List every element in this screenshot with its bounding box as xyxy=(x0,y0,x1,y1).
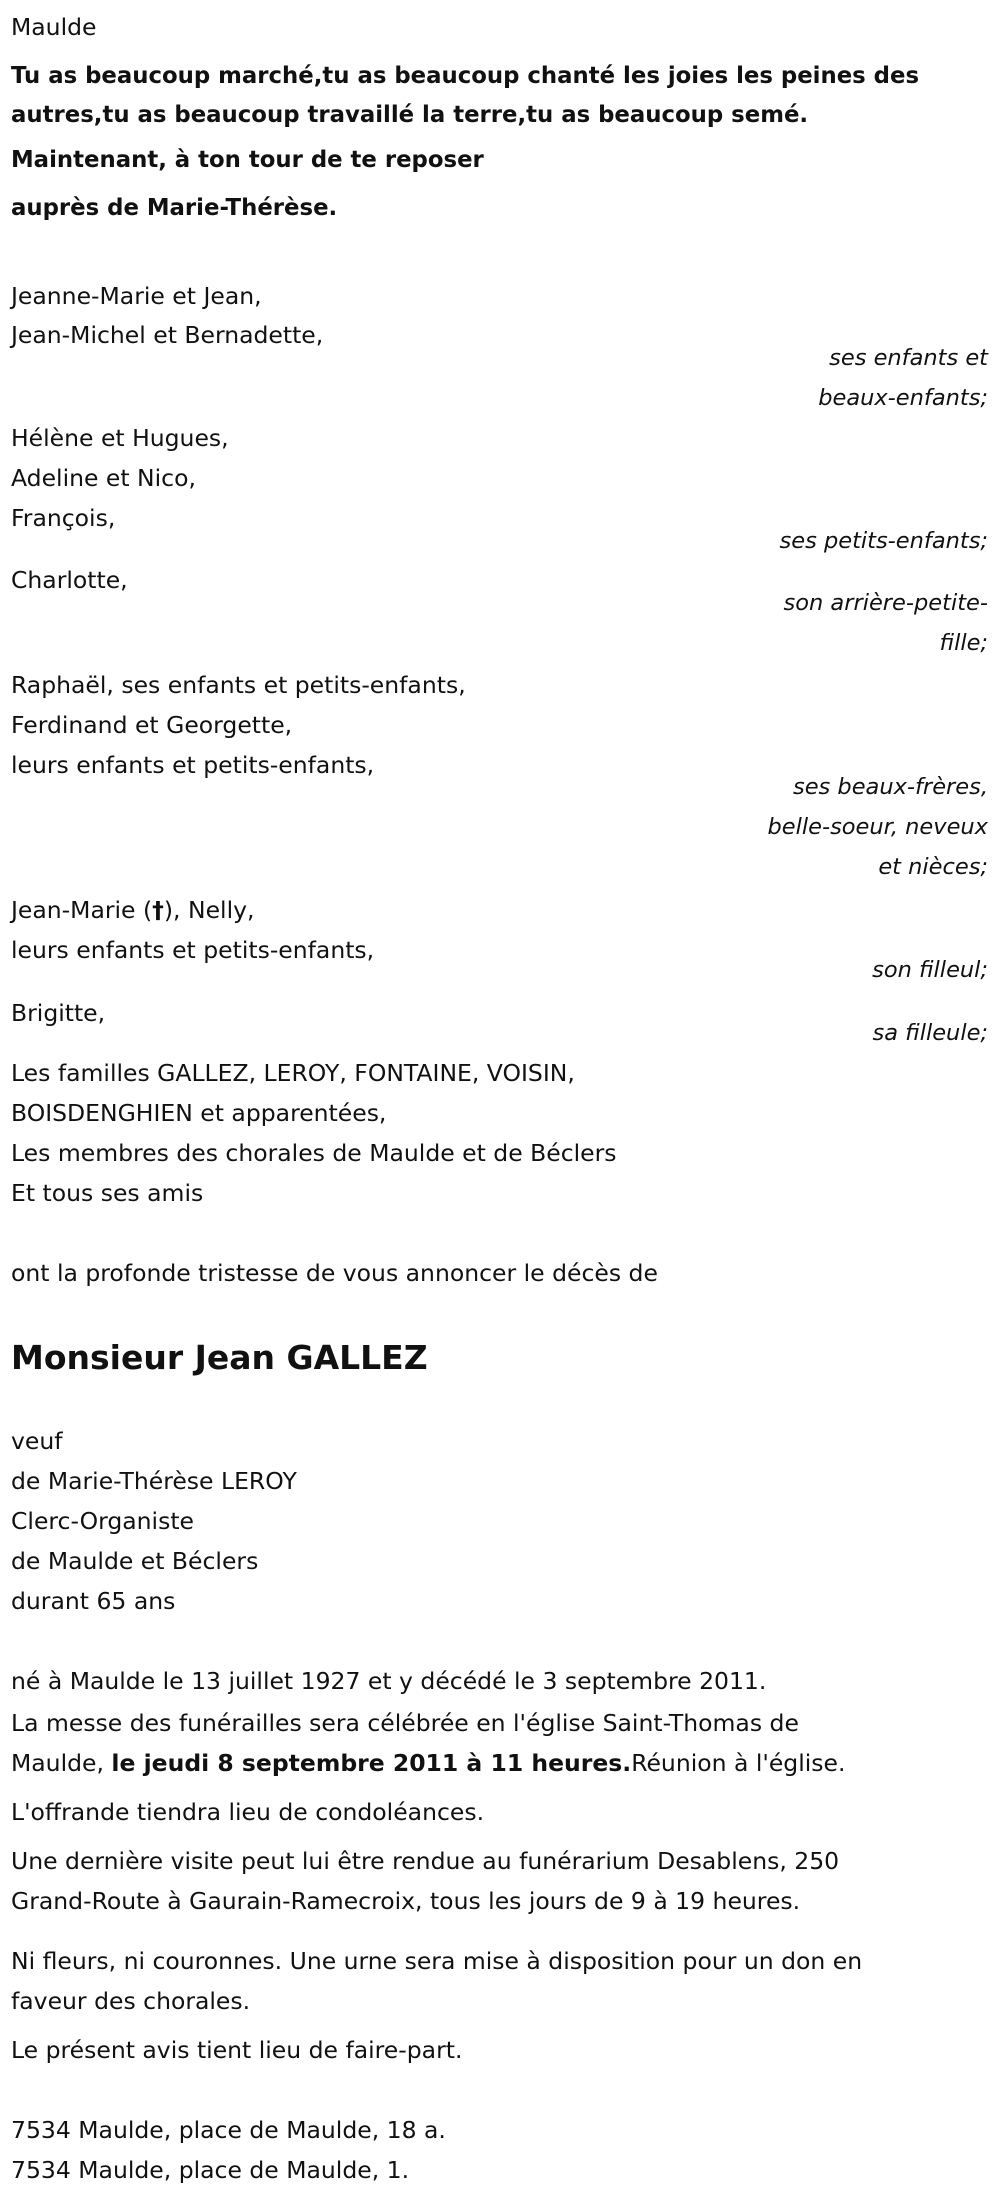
family-name-line xyxy=(11,898,254,922)
relation-label: ses beaux-frères, xyxy=(792,774,988,800)
visit-line: Grand-Route à Gaurain-Ramecroix, tous les jours de 9 à 19 heures. xyxy=(11,1887,801,1915)
funeral-text: Maulde, xyxy=(11,1749,112,1777)
relation-label: belle-soeur, neveux xyxy=(767,814,988,840)
notice-statement: Le présent avis tient lieu de faire-part. xyxy=(11,2036,463,2064)
poem-line: auprès de Marie-Thérèse. xyxy=(11,195,338,221)
deceased-name: Monsieur Jean GALLEZ xyxy=(11,1338,428,1377)
family-name-line: Raphaël, ses enfants et petits-enfants, xyxy=(11,671,466,699)
birth-death-text: né à Maulde le 13 juillet 1927 et y décédé le 3 septembre 2011. xyxy=(11,1667,767,1695)
mourner-line: BOISDENGHIEN et apparentées, xyxy=(11,1099,387,1127)
flowers-line: faveur des chorales. xyxy=(11,1987,251,2015)
family-name-line: leurs enfants et petits-enfants, xyxy=(11,936,375,964)
dagger-icon: † xyxy=(152,896,164,924)
relation-label: son filleul; xyxy=(872,957,988,983)
family-name-line: Brigitte, xyxy=(11,999,106,1027)
relation-label: et nièces; xyxy=(878,854,988,880)
family-name-line: Jeanne-Marie et Jean, xyxy=(11,282,262,310)
relation-label: sa filleule; xyxy=(872,1020,988,1046)
funeral-line xyxy=(11,1751,845,1775)
family-name-line: François, xyxy=(11,504,116,532)
poem-line: Maintenant, à ton tour de te reposer xyxy=(11,147,484,173)
relation-label: ses petits-enfants; xyxy=(779,528,988,554)
detail-line: durant 65 ans xyxy=(11,1587,176,1615)
address-line: 7534 Maulde, place de Maulde, 1. xyxy=(11,2156,410,2184)
relation-label: fille; xyxy=(939,630,988,656)
mourner-line: Les membres des chorales de Maulde et de Béclers xyxy=(11,1139,617,1167)
family-name-line: Adeline et Nico, xyxy=(11,464,196,492)
flowers-line: Ni fleurs, ni couronnes. Une urne sera mise à disposition pour un don en xyxy=(11,1947,863,1975)
address-line: 7534 Maulde, place de Maulde, 18 a. xyxy=(11,2116,446,2144)
family-name-line: Ferdinand et Georgette, xyxy=(11,711,293,739)
name-text: Jean-Marie ( xyxy=(11,896,153,924)
family-name-line: Jean-Michel et Bernadette, xyxy=(11,321,324,349)
family-name-line: leurs enfants et petits-enfants, xyxy=(11,751,375,779)
detail-line: veuf xyxy=(11,1427,63,1455)
family-name-line: Hélène et Hugues, xyxy=(11,424,229,452)
mourner-line: Et tous ses amis xyxy=(11,1179,204,1207)
poem-line: autres,tu as beaucoup travaillé la terre,tu as beaucoup semé. xyxy=(11,102,809,128)
detail-line: Clerc-Organiste xyxy=(11,1507,194,1535)
name-text: ), Nelly, xyxy=(163,896,255,924)
family-name-line: Charlotte, xyxy=(11,566,128,594)
detail-line: de Marie-Thérèse LEROY xyxy=(11,1467,297,1495)
relation-label: ses enfants et xyxy=(829,345,988,371)
announcement-text: ont la profonde tristesse de vous annoncer le décès de xyxy=(11,1259,658,1287)
place-header: Maulde xyxy=(11,13,97,41)
funeral-text: Réunion à l'église. xyxy=(631,1749,846,1777)
poem-line: Tu as beaucoup marché,tu as beaucoup chanté les joies les peines des xyxy=(11,63,920,89)
offering-text: L'offrande tiendra lieu de condoléances. xyxy=(11,1798,485,1826)
mourner-line: Les familles GALLEZ, LEROY, FONTAINE, VOISIN, xyxy=(11,1059,575,1087)
relation-label: son arrière-petite- xyxy=(783,590,988,616)
detail-line: de Maulde et Béclers xyxy=(11,1547,259,1575)
funeral-line: La messe des funérailles sera célébrée en l'église Saint-Thomas de xyxy=(11,1709,799,1737)
visit-line: Une dernière visite peut lui être rendue au funérarium Desablens, 250 xyxy=(11,1847,840,1875)
funeral-date-time: le jeudi 8 septembre 2011 à 11 heures. xyxy=(111,1749,632,1777)
relation-label: beaux-enfants; xyxy=(818,385,988,411)
